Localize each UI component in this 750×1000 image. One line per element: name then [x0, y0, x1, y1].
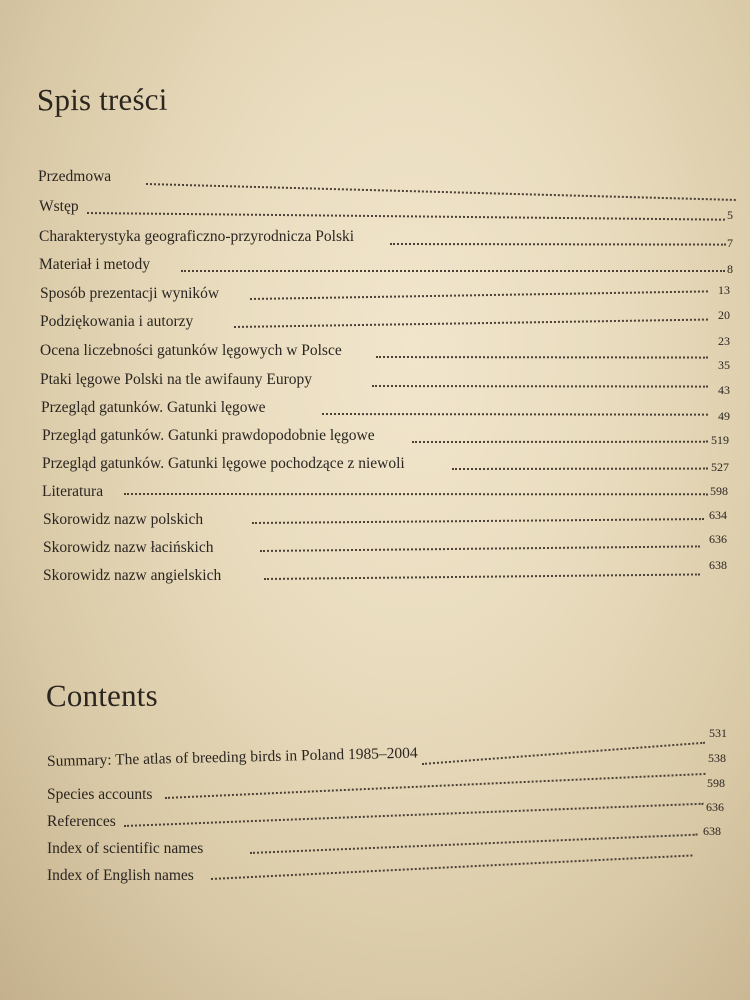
toc-entry-title: Sposób prezentacji wyników [40, 285, 220, 302]
toc-entry-title: Skorowidz nazw łacińskich [43, 539, 214, 556]
toc-page-number: 20 [718, 308, 730, 322]
toc-entry-title: Materiał i metody [39, 256, 151, 273]
toc-page-number: 519 [711, 433, 729, 447]
toc-leader [87, 212, 725, 221]
toc-page-number: 49 [718, 409, 730, 423]
toc-leader [422, 742, 705, 765]
toc-entry-title: Przegląd gatunków. Gatunki lęgowe [41, 399, 266, 416]
toc-page-number: 634 [709, 508, 727, 522]
toc-leader [181, 270, 725, 272]
toc-leader [412, 441, 708, 443]
toc-page-number: 636 [706, 800, 724, 814]
toc-leader [124, 803, 704, 827]
toc-page-number: 598 [707, 776, 725, 790]
toc-leader [390, 243, 726, 246]
toc-entry-title: Ocena liczebności gatunków lęgowych w Polsce [40, 342, 342, 359]
toc-entry-title: Index of English names [47, 867, 194, 884]
toc-entry-title: Skorowidz nazw angielskich [43, 567, 222, 584]
toc-page-number: 638 [709, 558, 727, 572]
toc-page-number: 23 [718, 334, 730, 348]
toc-entry-title: Ptaki lęgowe Polski na tle awifauny Europy [40, 371, 313, 388]
toc-polish-heading: Spis treści [36, 81, 168, 118]
toc-leader [250, 290, 708, 300]
toc-entry-title: Przegląd gatunków. Gatunki lęgowe pochodzące z niewoli [42, 455, 405, 472]
toc-entry-title: Summary: The atlas of breeding birds in Poland 1985–2004 [46, 744, 418, 770]
toc-leader [211, 854, 693, 880]
toc-leader [146, 183, 736, 201]
toc-leader [376, 356, 708, 359]
toc-leader [165, 773, 706, 799]
toc-leader [252, 518, 704, 524]
toc-page-number: 43 [718, 383, 730, 397]
toc-leader [234, 319, 708, 328]
toc-entry-title: Przegląd gatunków. Gatunki prawdopodobnie lęgowe [42, 427, 375, 444]
toc-leader [372, 385, 708, 388]
toc-page-number: 531 [709, 726, 727, 740]
toc-page-number: 636 [709, 532, 727, 546]
toc-entry-title: Wstęp [39, 198, 79, 215]
toc-entry-title: Index of scientific names [47, 840, 204, 857]
toc-entry-title: Skorowidz nazw polskich [43, 511, 204, 528]
toc-page-number: 8 [727, 262, 733, 276]
toc-page-number: 538 [708, 751, 726, 765]
toc-entry-title: Charakterystyka geograficzno-przyrodnicza Polski [39, 228, 355, 245]
toc-page-number: 13 [718, 283, 730, 297]
toc-leader [124, 493, 708, 495]
toc-leader [264, 573, 700, 580]
toc-page-number: 527 [711, 460, 729, 474]
toc-page-number: 5 [727, 208, 733, 222]
toc-page-number: 7 [727, 236, 733, 250]
toc-entry-title: Literatura [42, 483, 104, 500]
toc-leader [250, 834, 698, 854]
toc-page-number: 35 [718, 358, 730, 372]
toc-page-number: 638 [703, 824, 721, 838]
toc-leader [260, 545, 700, 552]
toc-entry-title: Species accounts [47, 786, 153, 803]
toc-entry-title: References [47, 813, 116, 830]
toc-page-number: 598 [710, 484, 728, 498]
toc-leader [452, 468, 708, 470]
toc-entry-title: Przedmowa [38, 168, 112, 185]
toc-leader [322, 413, 708, 416]
toc-entry-title: Podziękowania i autorzy [40, 313, 194, 330]
toc-english-heading: Contents [45, 677, 158, 714]
